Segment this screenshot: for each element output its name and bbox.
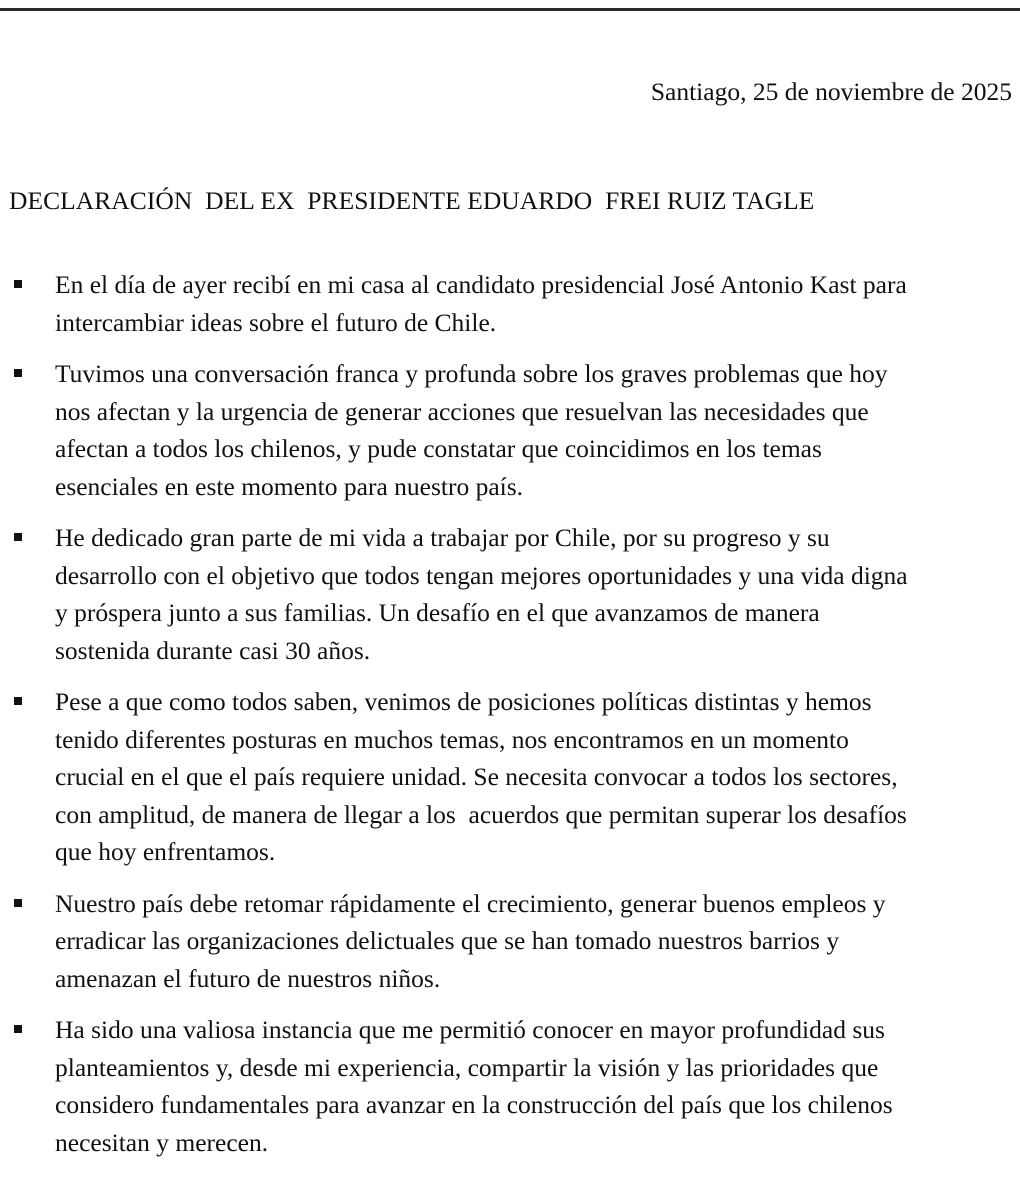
bullet-text-line: Nuestro país debe retomar rápidamente el crecimiento, generar buenos empleos y bbox=[55, 888, 886, 918]
document-date: Santiago, 25 de noviembre de 2025 bbox=[650, 77, 1012, 106]
bullet-text-line: considero fundamentales para avanzar en la construcción del país que los chilenos bbox=[55, 1090, 893, 1119]
bullet-text-line: erradicar las organizaciones delictuales que se han tomado nuestros barrios y bbox=[55, 926, 840, 955]
square-bullet-icon bbox=[14, 280, 22, 288]
bullet-text-line: tenido diferentes posturas en muchos temas, nos encontramos en un momento bbox=[55, 724, 849, 754]
bullet-text-line: nos afectan y la urgencia de generar acciones que resuelvan las necesidades que bbox=[55, 396, 869, 426]
bullet-list bbox=[0, 266, 1020, 1175]
bullet-text-line: He dedicado gran parte de mi vida a trabajar por Chile, por su progreso y su bbox=[55, 523, 830, 552]
bullet-text-line: desarrollo con el objetivo que todos tengan mejores oportunidades y una vida digna bbox=[55, 560, 908, 590]
bullet-text-line: con amplitud, de manera de llegar a los acuerdos que permitan superar los desafíos bbox=[55, 799, 907, 829]
bullet-item bbox=[0, 1011, 1020, 1161]
bullet-text-line: y próspera junto a sus familias. Un desafío en el que avanzamos de manera bbox=[55, 598, 820, 627]
bullet-text-line: necesitan y merecen. bbox=[55, 1127, 269, 1157]
bullet-item bbox=[0, 519, 1020, 669]
square-bullet-icon bbox=[14, 697, 22, 705]
bullet-item bbox=[0, 683, 1020, 871]
square-bullet-icon bbox=[14, 533, 22, 541]
bullet-text-line: Tuvimos una conversación franca y profunda sobre los graves problemas que hoy bbox=[55, 359, 888, 388]
bullet-text-line: amenazan el futuro de nuestros niños. bbox=[55, 963, 441, 993]
bullet-text-line: afectan a todos los chilenos, y pude constatar que coincidimos en los temas bbox=[55, 434, 822, 463]
bullet-text-line: En el día de ayer recibí en mi casa al candidato presidencial José Antonio Kast para bbox=[55, 270, 907, 299]
bullet-item bbox=[0, 355, 1020, 505]
square-bullet-icon bbox=[14, 1025, 22, 1033]
square-bullet-icon bbox=[14, 369, 22, 377]
bullet-text-line: sostenida durante casi 30 años. bbox=[55, 635, 371, 665]
top-rule bbox=[0, 8, 1020, 11]
bullet-text-line: Pese a que como todos saben, venimos de posiciones políticas distintas y hemos bbox=[55, 687, 872, 716]
square-bullet-icon bbox=[14, 899, 22, 907]
document-title: DECLARACIÓN DEL EX PRESIDENTE EDUARDO FREI RUIZ TAGLE bbox=[9, 186, 815, 215]
bullet-text-line: crucial en el que el país requiere unidad. Se necesita convocar a todos los sectores, bbox=[55, 762, 898, 791]
bullet-text-line: planteamientos y, desde mi experiencia, compartir la visión y las prioridades que bbox=[55, 1052, 879, 1082]
bullet-item bbox=[0, 885, 1020, 998]
bullet-text-line: intercambiar ideas sobre el futuro de Chile. bbox=[55, 307, 497, 337]
bullet-text-line: Ha sido una valiosa instancia que me permitió conocer en mayor profundidad sus bbox=[55, 1015, 885, 1044]
bullet-text-line: esenciales en este momento para nuestro país. bbox=[55, 471, 524, 501]
bullet-item bbox=[0, 266, 1020, 341]
bullet-text-line: que hoy enfrentamos. bbox=[55, 837, 276, 866]
